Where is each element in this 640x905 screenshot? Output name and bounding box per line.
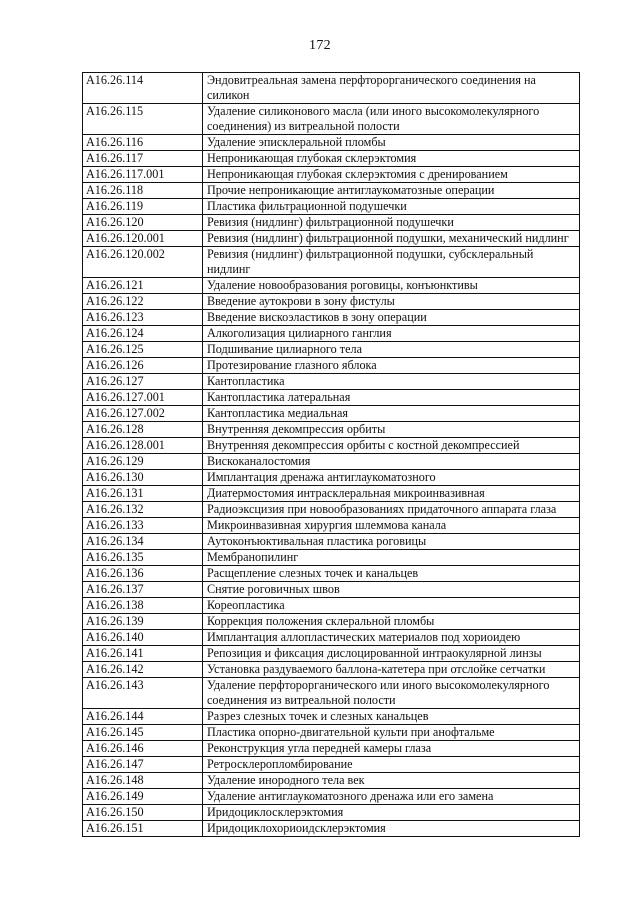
procedure-code: A16.26.122 bbox=[83, 294, 203, 310]
procedure-name: Установка раздуваемого баллона-катетера при отслойке сетчатки bbox=[203, 662, 580, 678]
procedure-code: A16.26.132 bbox=[83, 502, 203, 518]
table-row bbox=[83, 630, 580, 646]
procedure-name: Радиоэксцизия при новообразованиях придаточного аппарата глаза bbox=[203, 502, 580, 518]
table-row bbox=[83, 550, 580, 566]
procedure-name: Кантопластика медиальная bbox=[203, 406, 580, 422]
procedure-code: A16.26.128 bbox=[83, 422, 203, 438]
procedure-code: A16.26.127.001 bbox=[83, 390, 203, 406]
procedure-name: Протезирование глазного яблока bbox=[203, 358, 580, 374]
table-row bbox=[83, 326, 580, 342]
procedure-code: A16.26.142 bbox=[83, 662, 203, 678]
procedure-name: Реконструкция угла передней камеры глаза bbox=[203, 741, 580, 757]
procedure-code: A16.26.137 bbox=[83, 582, 203, 598]
table-row bbox=[83, 646, 580, 662]
procedure-name: Вискоканалостомия bbox=[203, 454, 580, 470]
procedure-code: A16.26.131 bbox=[83, 486, 203, 502]
procedure-code: A16.26.117.001 bbox=[83, 167, 203, 183]
procedure-code: A16.26.114 bbox=[83, 73, 203, 104]
procedure-name: Внутренняя декомпрессия орбиты bbox=[203, 422, 580, 438]
procedure-code: A16.26.138 bbox=[83, 598, 203, 614]
procedure-name: Подшивание цилиарного тела bbox=[203, 342, 580, 358]
table-row bbox=[83, 422, 580, 438]
procedure-name: Ревизия (нидлинг) фильтрационной подушки, механический нидлинг bbox=[203, 231, 580, 247]
procedure-codes-table bbox=[82, 72, 580, 837]
procedure-name: Непроникающая глубокая склерэктомия bbox=[203, 151, 580, 167]
procedure-name: Коррекция положения склеральной пломбы bbox=[203, 614, 580, 630]
table-row bbox=[83, 470, 580, 486]
table-row bbox=[83, 73, 580, 104]
table-row bbox=[83, 278, 580, 294]
table-row bbox=[83, 167, 580, 183]
procedure-code: A16.26.116 bbox=[83, 135, 203, 151]
procedure-name: Расщепление слезных точек и канальцев bbox=[203, 566, 580, 582]
procedure-code: A16.26.133 bbox=[83, 518, 203, 534]
procedure-name: Ревизия (нидлинг) фильтрационной подушки, субсклеральный нидлинг bbox=[203, 247, 580, 278]
procedure-code: A16.26.120 bbox=[83, 215, 203, 231]
procedure-name: Удаление силиконового масла (или иного высокомолекулярного соединения) из витреальной полости bbox=[203, 104, 580, 135]
table-body bbox=[83, 73, 580, 837]
table-row bbox=[83, 518, 580, 534]
procedure-code: A16.26.148 bbox=[83, 773, 203, 789]
table-row bbox=[83, 454, 580, 470]
procedure-code: A16.26.150 bbox=[83, 805, 203, 821]
page-number: 172 bbox=[309, 38, 331, 53]
procedure-code: A16.26.149 bbox=[83, 789, 203, 805]
procedure-name: Ретросклеропломбирование bbox=[203, 757, 580, 773]
procedure-code: A16.26.127.002 bbox=[83, 406, 203, 422]
procedure-name: Имплантация дренажа антиглаукоматозного bbox=[203, 470, 580, 486]
procedure-code: A16.26.144 bbox=[83, 709, 203, 725]
table-row bbox=[83, 358, 580, 374]
procedure-name: Микроинвазивная хирургия шлеммова канала bbox=[203, 518, 580, 534]
procedure-name: Имплантация аллопластических материалов под хориоидею bbox=[203, 630, 580, 646]
procedure-name: Алкоголизация цилиарного ганглия bbox=[203, 326, 580, 342]
procedure-code: A16.26.145 bbox=[83, 725, 203, 741]
table-row bbox=[83, 614, 580, 630]
table-row bbox=[83, 135, 580, 151]
table-row bbox=[83, 582, 580, 598]
table-row bbox=[83, 151, 580, 167]
procedure-name: Кантопластика латеральная bbox=[203, 390, 580, 406]
table-row bbox=[83, 183, 580, 199]
procedure-code: A16.26.125 bbox=[83, 342, 203, 358]
table-row bbox=[83, 199, 580, 215]
procedure-name: Пластика опорно-двигательной культи при анофтальме bbox=[203, 725, 580, 741]
procedure-code: A16.26.139 bbox=[83, 614, 203, 630]
procedure-name: Прочие непроникающие антиглаукоматозные операции bbox=[203, 183, 580, 199]
procedure-name: Иридоциклосклерэктомия bbox=[203, 805, 580, 821]
procedure-code: A16.26.151 bbox=[83, 821, 203, 837]
table-row bbox=[83, 247, 580, 278]
table-row bbox=[83, 725, 580, 741]
procedure-name: Пластика фильтрационной подушечки bbox=[203, 199, 580, 215]
procedure-name: Кантопластика bbox=[203, 374, 580, 390]
procedure-name: Ревизия (нидлинг) фильтрационной подушечки bbox=[203, 215, 580, 231]
table-row bbox=[83, 821, 580, 837]
procedure-code: A16.26.128.001 bbox=[83, 438, 203, 454]
table-row bbox=[83, 104, 580, 135]
table-row bbox=[83, 486, 580, 502]
table-row bbox=[83, 215, 580, 231]
procedure-name: Введение аутокрови в зону фистулы bbox=[203, 294, 580, 310]
procedure-code: A16.26.143 bbox=[83, 678, 203, 709]
procedure-code: A16.26.135 bbox=[83, 550, 203, 566]
table-row bbox=[83, 566, 580, 582]
table-row bbox=[83, 773, 580, 789]
procedure-code: A16.26.124 bbox=[83, 326, 203, 342]
procedure-code: A16.26.127 bbox=[83, 374, 203, 390]
procedure-name: Внутренняя декомпрессия орбиты с костной декомпрессией bbox=[203, 438, 580, 454]
procedure-name: Снятие роговичных швов bbox=[203, 582, 580, 598]
table-row bbox=[83, 374, 580, 390]
procedure-name: Удаление новообразования роговицы, конъюнктивы bbox=[203, 278, 580, 294]
table-row bbox=[83, 231, 580, 247]
procedure-code: A16.26.123 bbox=[83, 310, 203, 326]
table-row bbox=[83, 534, 580, 550]
table-row bbox=[83, 678, 580, 709]
procedure-code: A16.26.126 bbox=[83, 358, 203, 374]
procedure-code: A16.26.134 bbox=[83, 534, 203, 550]
procedure-code: A16.26.121 bbox=[83, 278, 203, 294]
table-row bbox=[83, 342, 580, 358]
procedure-code: A16.26.118 bbox=[83, 183, 203, 199]
procedure-code: A16.26.115 bbox=[83, 104, 203, 135]
procedure-name: Удаление перфторорганического или иного высокомолекулярного соединения из витреальной полости bbox=[203, 678, 580, 709]
table-row bbox=[83, 741, 580, 757]
procedure-name: Мембранопилинг bbox=[203, 550, 580, 566]
procedure-name: Введение вискоэластиков в зону операции bbox=[203, 310, 580, 326]
procedure-code: A16.26.141 bbox=[83, 646, 203, 662]
table-row bbox=[83, 406, 580, 422]
table-row bbox=[83, 502, 580, 518]
procedure-name: Непроникающая глубокая склерэктомия с дренированием bbox=[203, 167, 580, 183]
procedure-code: A16.26.147 bbox=[83, 757, 203, 773]
procedure-name: Эндовитреальная замена перфторорганического соединения на силикон bbox=[203, 73, 580, 104]
table-row bbox=[83, 757, 580, 773]
procedure-name: Разрез слезных точек и слезных канальцев bbox=[203, 709, 580, 725]
table-row bbox=[83, 598, 580, 614]
procedure-code: A16.26.129 bbox=[83, 454, 203, 470]
procedure-code: A16.26.140 bbox=[83, 630, 203, 646]
procedure-code: A16.26.120.002 bbox=[83, 247, 203, 278]
table-row bbox=[83, 390, 580, 406]
table-row bbox=[83, 310, 580, 326]
procedure-code: A16.26.120.001 bbox=[83, 231, 203, 247]
procedure-name: Удаление антиглаукоматозного дренажа или его замена bbox=[203, 789, 580, 805]
procedure-code: A16.26.130 bbox=[83, 470, 203, 486]
table-row bbox=[83, 662, 580, 678]
procedure-name: Удаление инородного тела век bbox=[203, 773, 580, 789]
table-row bbox=[83, 294, 580, 310]
procedure-name: Аутоконъюктивальная пластика роговицы bbox=[203, 534, 580, 550]
procedure-name: Удаление эписклеральной пломбы bbox=[203, 135, 580, 151]
procedure-code: A16.26.117 bbox=[83, 151, 203, 167]
table-row bbox=[83, 438, 580, 454]
procedure-code: A16.26.146 bbox=[83, 741, 203, 757]
procedure-name: Репозиция и фиксация дислоцированной интраокулярной линзы bbox=[203, 646, 580, 662]
table-row bbox=[83, 709, 580, 725]
procedure-name: Диатермостомия интрасклеральная микроинвазивная bbox=[203, 486, 580, 502]
table-row bbox=[83, 789, 580, 805]
procedure-name: Кореопластика bbox=[203, 598, 580, 614]
procedure-code: A16.26.136 bbox=[83, 566, 203, 582]
procedure-code: A16.26.119 bbox=[83, 199, 203, 215]
table-row bbox=[83, 805, 580, 821]
procedure-name: Иридоциклохориоидсклерэктомия bbox=[203, 821, 580, 837]
